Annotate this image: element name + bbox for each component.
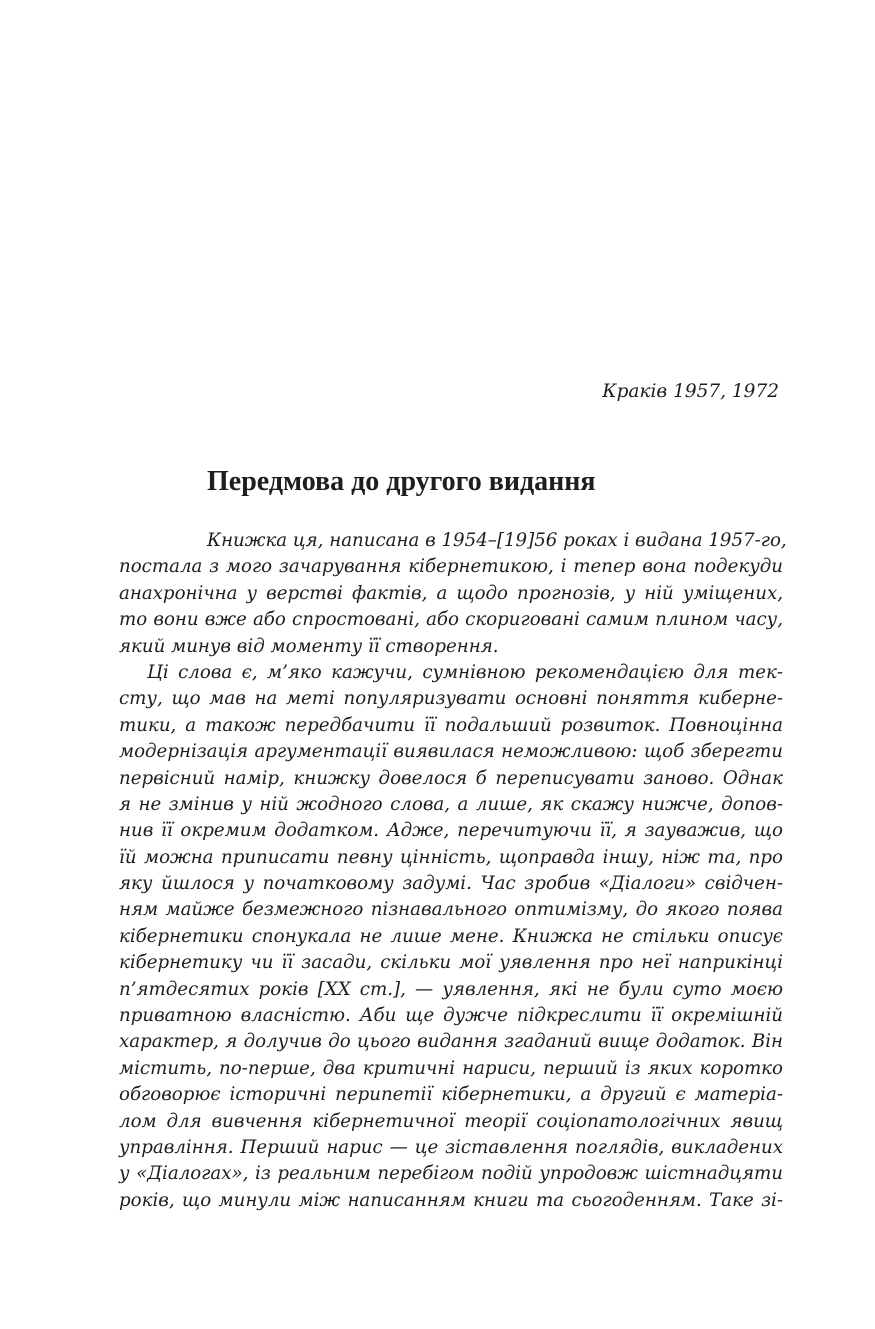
text-line: їй можна приписати певну цінність, щоправда іншу, ніж та, про [119, 846, 783, 868]
text-line: років, що минули між написанням книги та сьогоденням. Таке зі- [119, 1189, 783, 1211]
text-line: первісний намір, книжку довелося б переписувати заново. Однак [119, 767, 783, 789]
text-line: модернізація аргументації виявилася неможливою: щоб зберегти [119, 741, 783, 763]
text-line: ням майже безмежного пізнавального оптимізму, до якого поява [119, 899, 783, 921]
page-title: Передмова до другого видання [207, 466, 596, 497]
text-line: п’ятдесятих років [XX ст.], — уявлення, які не були суто моєю [119, 978, 783, 1000]
text-line: приватною власністю. Аби ще дужче підкреслити її окремішній [119, 1005, 783, 1027]
text-line: Ці слова є, м’яко кажучи, сумнівною рекомендацією для тек- [147, 661, 783, 683]
text-line: тики, а також передбачити її подальший розвиток. Повноцінна [119, 714, 783, 736]
text-line: обговорює історичні перипетії кібернетики, а другий є матеріа- [119, 1084, 783, 1106]
text-line: у «Діалогах», із реальним перебігом подій упродовж шістнадцяти [119, 1163, 783, 1185]
text-line: анахронічна у верстві фактів, а щодо прогнозів, у ній уміщених, [119, 582, 783, 604]
text-line: кібернетику чи її засади, скільки мої уявлення про неї наприкінці [119, 952, 783, 974]
place-date: Краків 1957, 1972 [602, 381, 779, 402]
text-line: управління. Перший нарис — це зіставлення поглядів, викладених [119, 1136, 783, 1158]
text-line: постала з мого зачарування кібернетикою, і тепер вона подекуди [119, 556, 783, 578]
body-text [119, 528, 787, 1214]
text-line: кібернетики спонукала не лише мене. Книжка не стільки описує [119, 925, 783, 947]
text-line: лом для вивчення кібернетичної теорії соціопатологічних явищ [119, 1110, 783, 1132]
text-line: яку йшлося у початковому задумі. Час зробив «Діалоги» свідчен- [119, 873, 783, 895]
text-line: містить, по-перше, два критичні нариси, перший із яких коротко [119, 1057, 783, 1079]
text-line: сту, що мав на меті популяризувати основні поняття киберне- [119, 688, 783, 710]
text-line: я не змінив у ній жодного слова, а лише, як скажу нижче, допов- [119, 793, 783, 815]
text-line: то вони вже або спростовані, або скориговані самим плином часу, [119, 609, 783, 631]
text-line: Книжка ця, написана в 1954–[19]56 роках і видана 1957-го, [207, 530, 787, 551]
text-line: нив її окремим додатком. Адже, перечитуючи її, я зауважив, що [119, 820, 783, 842]
text-line: який минув від моменту її створення. [119, 635, 499, 657]
text-line: характер, я долучив до цього видання згаданий вище додаток. Він [119, 1031, 783, 1053]
